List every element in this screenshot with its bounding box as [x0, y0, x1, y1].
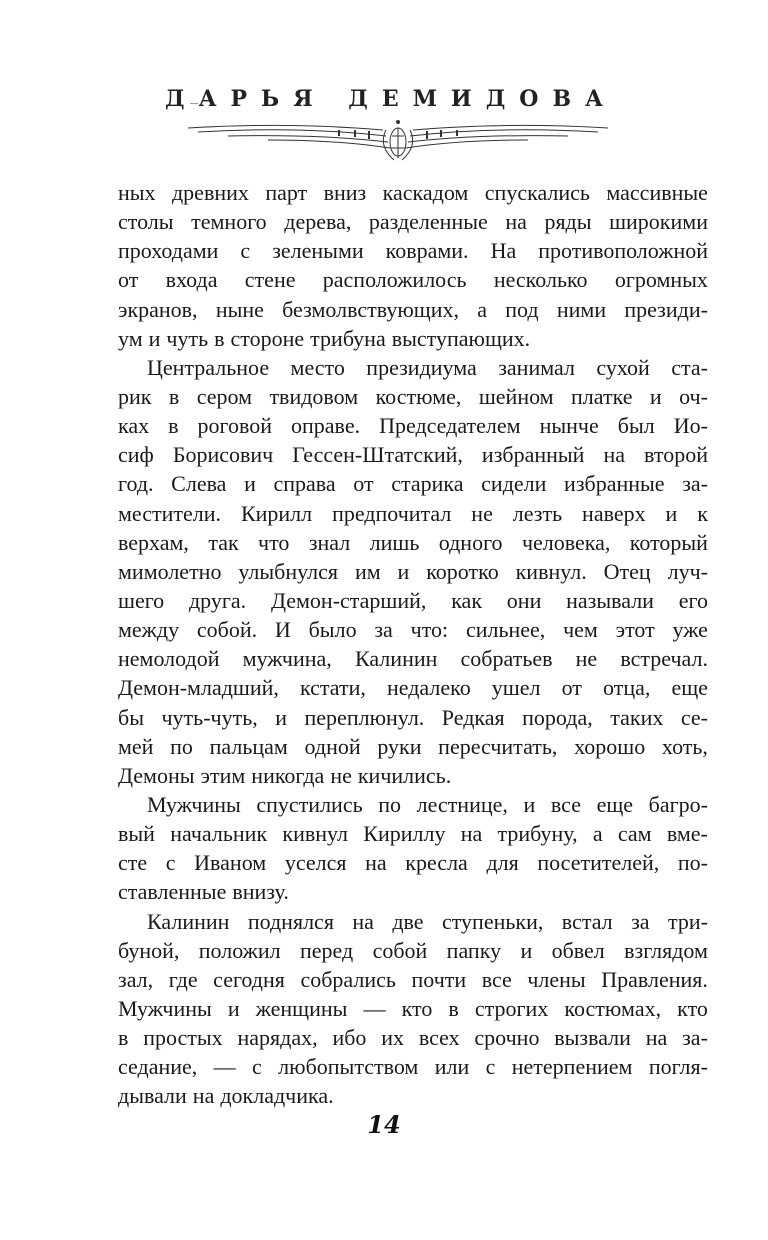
word: и — [244, 471, 256, 497]
word: за — [374, 617, 393, 643]
word: и — [649, 383, 662, 409]
word: встал — [561, 908, 613, 934]
word: за — [631, 908, 650, 934]
word: начальник — [170, 821, 268, 847]
word: все — [481, 966, 512, 992]
word: от — [561, 675, 582, 701]
text-line — [118, 761, 708, 790]
text-line — [118, 703, 708, 732]
word: по- — [677, 850, 708, 876]
word: лишь — [369, 529, 420, 555]
word: отца, — [603, 675, 651, 701]
word: — — [363, 995, 386, 1021]
word: а — [592, 821, 603, 847]
word: недалеко — [386, 675, 471, 701]
word: вызвали — [554, 1025, 631, 1051]
word: и — [275, 704, 288, 730]
word: спускались — [484, 180, 590, 205]
word: разделенные — [368, 209, 488, 235]
word: пальцам — [209, 733, 288, 759]
word: между — [118, 617, 180, 643]
word: уселся — [284, 850, 347, 876]
word: на — [645, 1025, 668, 1051]
word: — — [213, 1054, 236, 1080]
word: бы — [118, 704, 144, 730]
word: Ио- — [673, 413, 708, 439]
text-line — [118, 236, 708, 265]
word: хоть, — [661, 733, 708, 759]
word: человека, — [521, 529, 611, 555]
word: лезть — [512, 500, 563, 526]
word: вме- — [666, 821, 708, 847]
word: его — [678, 587, 708, 613]
word: И — [274, 617, 291, 643]
word: занимал — [498, 354, 575, 380]
word: кивнул — [282, 821, 349, 847]
word: коротко — [426, 558, 499, 584]
word: нетерпением — [511, 1054, 633, 1080]
text-line — [118, 411, 708, 440]
word: Редкая — [441, 704, 505, 730]
word: противоположной — [538, 238, 708, 264]
word: на — [365, 850, 387, 876]
word: с — [240, 238, 251, 264]
word: вый — [118, 821, 155, 847]
text-line — [118, 528, 708, 557]
word: строгих — [474, 995, 549, 1021]
word: сером — [196, 383, 253, 409]
text-line — [118, 615, 708, 644]
word: одной — [304, 733, 361, 759]
text-line — [118, 877, 708, 906]
word: положил — [198, 937, 281, 963]
word: экранов, — [118, 296, 198, 322]
word: оправе. — [291, 413, 361, 439]
word: Мужчины — [147, 791, 241, 817]
word: никогда — [251, 762, 325, 788]
word: который — [629, 529, 708, 555]
word: Кириллу — [363, 821, 446, 847]
word: мей — [118, 733, 154, 759]
word: взглядом — [624, 937, 708, 963]
word: президиума — [366, 354, 477, 380]
word: стороне — [230, 325, 305, 351]
word: от — [118, 267, 139, 293]
word: шего — [118, 587, 165, 613]
word: еще — [596, 791, 634, 817]
word: кичились. — [357, 762, 452, 788]
word: костюме, — [375, 383, 462, 409]
author-name: ДАРЬЯ ДЕМИДОВА — [165, 86, 617, 112]
word: широкими — [609, 209, 708, 235]
word: руки — [377, 733, 422, 759]
word: кресла — [405, 850, 468, 876]
word: справа — [273, 471, 336, 497]
word: седание, — [118, 1054, 198, 1080]
word: сегодня — [213, 966, 285, 992]
word: одного — [438, 529, 503, 555]
text-line — [118, 324, 708, 353]
word: Борисович — [172, 442, 274, 468]
word: докладчика. — [220, 1083, 334, 1109]
text-line — [118, 644, 708, 673]
word: им — [354, 558, 381, 584]
page-number: 14 — [367, 1110, 401, 1139]
word: верхам, — [118, 529, 189, 555]
text-line — [118, 1081, 708, 1110]
word: Иваном — [194, 850, 267, 876]
word: переплюнул. — [304, 704, 425, 730]
word: порода, — [522, 704, 593, 730]
word: две — [392, 908, 424, 934]
word: сильнее, — [465, 617, 546, 643]
word: огромных — [614, 267, 708, 293]
word: всех — [418, 1025, 460, 1051]
word: собратьев — [460, 646, 553, 672]
word: ушел — [491, 675, 541, 701]
word: простых — [143, 1025, 223, 1051]
word: собой. — [196, 617, 258, 643]
word: к — [697, 500, 708, 526]
word: называли — [566, 587, 654, 613]
word: уже — [672, 617, 708, 643]
text-line — [118, 469, 708, 498]
word: сидели — [481, 471, 547, 497]
word: не — [575, 646, 598, 672]
word: Калинин — [354, 646, 438, 672]
word: по — [170, 733, 193, 759]
word: что: — [410, 617, 449, 643]
word: парт — [265, 180, 308, 205]
word: массивные — [606, 180, 708, 205]
word: сте — [118, 850, 148, 876]
word: Правления. — [601, 966, 708, 992]
word: оч- — [679, 383, 708, 409]
text-line — [118, 673, 708, 702]
word: нарядах, — [237, 1025, 318, 1051]
text-line — [118, 440, 708, 469]
word: в — [448, 995, 459, 1021]
word: женщины — [255, 995, 348, 1021]
word: собрались — [300, 966, 396, 992]
word: буной, — [118, 937, 180, 963]
word: этим — [200, 762, 246, 788]
word: мимолетно — [118, 558, 222, 584]
word: ум — [118, 325, 143, 351]
word: трибуну, — [497, 821, 578, 847]
word: друга. — [188, 587, 247, 613]
word: кстати, — [300, 675, 366, 701]
word: несколько — [493, 267, 588, 293]
word: коврами. — [385, 238, 469, 264]
word: Мужчины — [118, 995, 212, 1021]
word: на — [505, 209, 527, 235]
word: за- — [682, 471, 708, 497]
word: платке — [571, 383, 633, 409]
word: мужчина, — [242, 646, 332, 672]
word: роговой — [197, 413, 273, 439]
word: срочно — [474, 1025, 540, 1051]
word: древних — [171, 180, 249, 205]
word: нынче — [539, 413, 599, 439]
word: в — [214, 325, 225, 351]
word: чуть — [166, 325, 209, 351]
word: Демон-младший, — [118, 675, 279, 701]
word: с — [165, 850, 176, 876]
text-line — [118, 732, 708, 761]
body-text — [118, 178, 708, 1111]
word: Отец — [603, 558, 651, 584]
word: безмолвствующих, — [282, 296, 460, 322]
word: погля- — [648, 1054, 708, 1080]
word: знал — [308, 529, 351, 555]
word: в — [168, 383, 180, 409]
word: улыбнулся — [238, 558, 339, 584]
word: перед — [300, 937, 354, 963]
word: и — [523, 791, 536, 817]
word: багро- — [648, 791, 708, 817]
word: за- — [682, 1025, 708, 1051]
text-line — [118, 295, 708, 324]
word: кто — [677, 995, 708, 1021]
text-line — [118, 1023, 708, 1052]
word: избранный — [481, 442, 585, 468]
word: трибуна — [310, 325, 386, 351]
text-line — [118, 265, 708, 294]
word: а — [477, 296, 488, 322]
word: этот — [615, 617, 655, 643]
word: где — [168, 966, 198, 992]
word: почти — [411, 966, 467, 992]
text-line — [118, 207, 708, 236]
word: рик — [118, 383, 152, 409]
word: лестнице, — [416, 791, 508, 817]
word: они — [506, 587, 542, 613]
word: второй — [644, 442, 708, 468]
word: чуть-чуть, — [161, 704, 258, 730]
text-line — [118, 965, 708, 994]
text-line — [118, 819, 708, 848]
word: как — [451, 587, 483, 613]
text-line — [118, 790, 708, 819]
word: ках — [118, 413, 150, 439]
word: входа — [165, 267, 218, 293]
word: Слева — [171, 471, 227, 497]
word: столы — [118, 209, 174, 235]
word: для — [486, 850, 519, 876]
running-header — [0, 86, 768, 166]
word: темного — [191, 209, 267, 235]
word: ряды — [544, 209, 592, 235]
word: все — [550, 791, 581, 817]
word: зелеными — [272, 238, 364, 264]
word: или — [434, 1054, 470, 1080]
word: внизу. — [232, 879, 289, 905]
word: немолодой — [118, 646, 220, 672]
word: твидовом — [269, 383, 359, 409]
word: избранные — [564, 471, 665, 497]
word: се- — [680, 704, 708, 730]
word: наверх — [582, 500, 646, 526]
word: дывали — [118, 1083, 187, 1109]
word: еще — [671, 675, 708, 701]
word: поднялся — [247, 908, 334, 934]
word: на — [603, 442, 626, 468]
ornament-flourish-icon — [188, 116, 608, 166]
word: ступеньки, — [441, 908, 544, 934]
word: так — [208, 529, 239, 555]
word: Демоны — [118, 762, 195, 788]
text-line — [118, 994, 708, 1023]
word: пересчитать, — [438, 733, 558, 759]
word: по — [378, 791, 402, 817]
text-line — [118, 907, 708, 936]
word: спустились — [256, 791, 363, 817]
word: на — [352, 908, 374, 934]
word: члены — [527, 966, 586, 992]
word: шейном — [478, 383, 554, 409]
text-line — [118, 848, 708, 877]
word: луч- — [667, 558, 708, 584]
word: место — [290, 354, 345, 380]
word: каскадом — [382, 180, 469, 205]
text-line — [118, 382, 708, 411]
word: вниз — [323, 180, 367, 205]
word: обвел — [551, 937, 605, 963]
word: Председателем — [379, 413, 521, 439]
word: ставленные — [118, 879, 227, 905]
word: сам — [617, 821, 652, 847]
word: сиф — [118, 442, 154, 468]
word: Калинин — [147, 908, 230, 934]
word: было — [308, 617, 357, 643]
word: папку — [446, 937, 502, 963]
word: любопытством — [278, 1054, 419, 1080]
word: костюмах, — [564, 995, 662, 1021]
word: расположилось — [322, 267, 467, 293]
word: кивнул. — [515, 558, 587, 584]
text-line — [118, 586, 708, 615]
word: не — [471, 500, 493, 526]
word: Кирилл — [240, 500, 313, 526]
word: предпочитал — [332, 500, 452, 526]
word: старика — [391, 471, 464, 497]
word: на — [460, 821, 483, 847]
word: Центральное — [147, 354, 270, 380]
word: выступающих. — [391, 325, 531, 351]
word: Демон-старший, — [270, 587, 427, 613]
word: встречал. — [620, 646, 708, 672]
word: стене — [244, 267, 296, 293]
word: посетителей, — [537, 850, 660, 876]
word: зал, — [118, 966, 154, 992]
word: проходами — [118, 238, 219, 264]
word: ных — [118, 180, 156, 205]
text-line — [118, 499, 708, 528]
word: был — [617, 413, 655, 439]
word: чем — [563, 617, 598, 643]
word: под — [505, 296, 539, 322]
text-line — [118, 178, 708, 207]
word: и — [148, 325, 161, 351]
text-line — [118, 1052, 708, 1081]
word: что — [258, 529, 290, 555]
word: ныне — [215, 296, 264, 322]
word: в — [118, 1025, 129, 1051]
word: год. — [118, 471, 154, 497]
word: кто — [401, 995, 433, 1021]
word: президи- — [624, 296, 708, 322]
word: На — [490, 238, 517, 264]
word: и — [397, 558, 410, 584]
word: с — [485, 1054, 496, 1080]
word: ста- — [671, 354, 708, 380]
word: и — [665, 500, 678, 526]
word: Гессен-Штатский, — [292, 442, 463, 468]
word: с — [252, 1054, 262, 1080]
text-line — [118, 557, 708, 586]
text-line — [118, 353, 708, 382]
word: ибо — [332, 1025, 367, 1051]
word: и — [520, 937, 533, 963]
word: местители. — [118, 500, 222, 526]
word: и — [227, 995, 240, 1021]
word: три- — [667, 908, 708, 934]
word: не — [330, 762, 352, 788]
word: сухой — [596, 354, 650, 380]
word: от — [353, 471, 374, 497]
word: собой — [372, 937, 428, 963]
word: в — [168, 413, 179, 439]
word: их — [381, 1025, 404, 1051]
word: дерева, — [284, 209, 352, 235]
word: хорошо — [574, 733, 646, 759]
word: ними — [556, 296, 607, 322]
text-line — [118, 936, 708, 965]
word: на — [192, 1083, 215, 1109]
word: таких — [610, 704, 664, 730]
